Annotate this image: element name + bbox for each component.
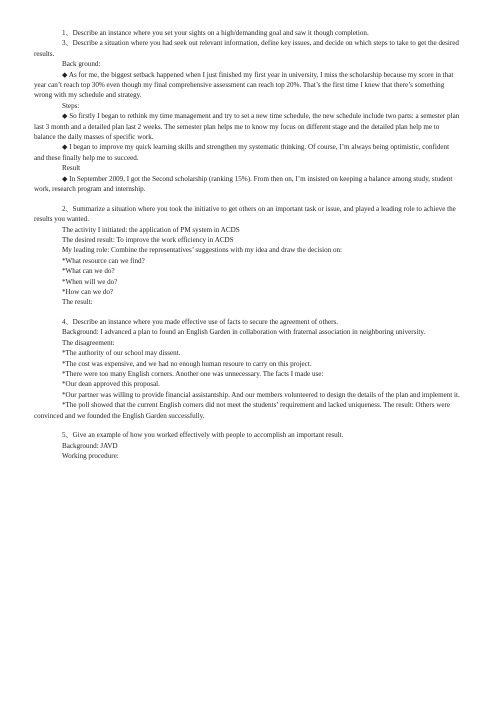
text-paragraph: 3、Describe a situation where you had seek out relevant information, define key issues, and decide on which steps to take to get the desired results. (34, 39, 459, 58)
text-paragraph: Working procedure: (62, 452, 119, 460)
text-paragraph: ◆ I began to improve my quick learning skills and strengthen my systematic thinking. Of course, I’m always being optimistic, confident and these finally help me to succeed. (34, 143, 450, 162)
text-paragraph: The desired result: To improve the work efficiency in ACDS (62, 235, 234, 244)
paragraph-spacer (34, 421, 460, 430)
text-paragraph: Back ground: (62, 60, 101, 69)
text-paragraph: 2、Summarize a situation where you took the initiative to get others on an important task or issue, and played a leading role to achieve the results you wanted. (34, 204, 456, 224)
text-paragraph: My leading role: Combine the representatives’ suggestions with my idea and draw the decision on: (62, 246, 343, 255)
text-paragraph: Background: I advanced a plan to found an English Garden in collaboration with fraternal association in neighboring university. (62, 328, 426, 337)
text-paragraph: ◆ As for me, the biggest setback happened when I just finished my first year in university, I miss the scholarship because my score in that year can’t reach top 30% even though my final comprehensive assessment can reach top 20%. That’s the first time I knew that there’s something wrong with my schedule and strategy. (34, 70, 454, 100)
text-paragraph: *When will we do? (62, 277, 118, 286)
text-paragraph: The disagreement: (62, 338, 115, 347)
text-paragraph: 1、Describe an instance where you set your sights on a high/demanding goal and saw it though completion. (62, 29, 369, 37)
text-paragraph: The result: (62, 298, 93, 307)
text-paragraph: *The authority of our school may dissent. (62, 349, 181, 358)
text-paragraph: *The poll showed that the current English corners did not meet the students’ requirement and lacked uniqueness. The result: Others were convinced and we founded the English Garden successfully. (34, 401, 451, 420)
text-paragraph: ◆ So firstly I began to rethink my time management and try to set a new time schedule, the new schedule include two parts: a semester plan last 3 month and a detailed plan last 2 weeks. The semester plan helps me to know my focus on different stage and the detailed plan help me to balance the daily masses of specific work. (34, 112, 460, 142)
text-paragraph: Steps: (62, 101, 80, 110)
text-paragraph: *How can we do? (62, 287, 114, 296)
text-paragraph: *Our dean approved this proposal. (62, 380, 160, 389)
text-paragraph: *What resource can we find? (62, 256, 145, 265)
text-paragraph: ◆ In September 2009, I got the Second scholarship (ranking 15%). From then on, I’m insisted on keeping a balance among study, student work, research program and internship. (34, 174, 453, 194)
text-paragraph: 5、Give an example of how you worked effectively with people to accomplish an important result. (62, 431, 344, 440)
text-paragraph: *The cost was expensive, and we had no enough human resoure to carry on this project. (62, 359, 312, 368)
text-paragraph: The activity I initiated: the application of PM system in ACDS (62, 225, 240, 234)
paragraph-spacer (34, 308, 460, 317)
text-paragraph: *There were too many English corners. Another one was unnecessary. The facts I made use: (62, 369, 324, 378)
text-paragraph: Background: JAVD (62, 441, 118, 450)
paragraph-spacer (34, 195, 460, 204)
text-paragraph: 4、Describe an instance where you made effective use of facts to secure the agreement of others. (62, 317, 339, 326)
text-paragraph: *Our partner was willing to provide financial assistantship. And our members volunteered to design the details of the plan and implement it. (62, 390, 460, 399)
text-paragraph: *What can we do? (62, 267, 115, 276)
text-paragraph: Result (62, 164, 81, 173)
